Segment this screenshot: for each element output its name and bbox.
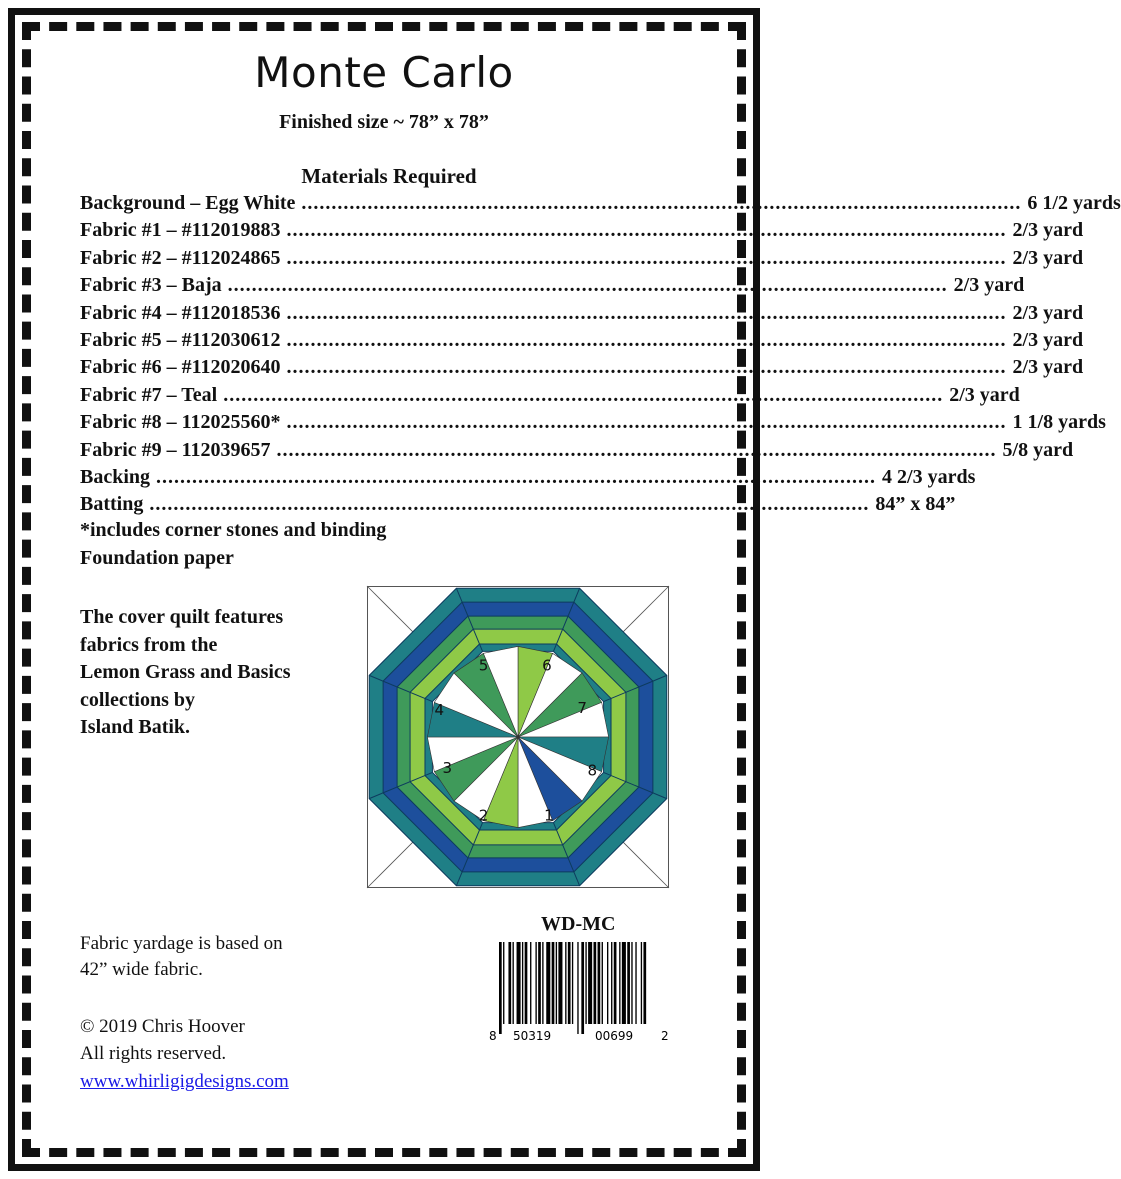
quilt-label: 6 bbox=[542, 656, 552, 675]
barcode-bar bbox=[522, 942, 523, 1024]
dot-leader: ........................................................................................................................ bbox=[286, 246, 1007, 269]
material-label: Fabric #1 – #112019883 bbox=[80, 219, 281, 242]
page-title: Monte Carlo bbox=[254, 48, 514, 97]
barcode-left-digits: 50319 bbox=[513, 1029, 552, 1043]
note-foundation-paper: Foundation paper bbox=[80, 547, 234, 569]
barcode-bar bbox=[525, 942, 528, 1024]
barcode-bar bbox=[503, 942, 504, 1024]
barcode-bar bbox=[607, 942, 608, 1024]
barcode-bar bbox=[565, 942, 566, 1024]
dot-leader: ........................................................................................................................ bbox=[301, 192, 1022, 214]
dot-leader: ........................................................................................................................ bbox=[276, 438, 997, 461]
material-row bbox=[80, 192, 1121, 219]
material-quantity: 6 1/2 yards bbox=[1027, 192, 1121, 214]
barcode-bar bbox=[546, 942, 550, 1024]
finished-size: Finished size ~ 78” x 78” bbox=[279, 111, 489, 133]
barcode-bar bbox=[631, 942, 632, 1024]
material-row bbox=[80, 438, 1074, 466]
cover-line: fabrics from the bbox=[80, 633, 218, 656]
material-quantity: 2/3 yard bbox=[1012, 246, 1084, 269]
quilt-label: 5 bbox=[478, 656, 489, 675]
material-label: Backing bbox=[80, 465, 151, 488]
barcode-bar bbox=[556, 942, 557, 1024]
yardage-note-line: Fabric yardage is based on bbox=[80, 933, 283, 954]
material-label: Fabric #7 – Teal bbox=[80, 383, 218, 406]
quilt-block-diagram bbox=[367, 586, 669, 888]
rights-line: All rights reserved. bbox=[80, 1043, 227, 1064]
material-row bbox=[80, 465, 976, 493]
barcode-bar bbox=[602, 942, 603, 1024]
barcode-bar bbox=[627, 942, 630, 1024]
material-quantity: 2/3 yard bbox=[1012, 328, 1084, 351]
materials-heading: Materials Required bbox=[301, 164, 477, 188]
pattern-code: WD-MC bbox=[541, 913, 616, 935]
barcode-bar bbox=[542, 942, 543, 1024]
note-corner-stones: *includes corner stones and binding bbox=[80, 519, 387, 541]
material-row bbox=[80, 328, 1084, 356]
barcode-bar bbox=[558, 942, 562, 1024]
barcode-bar bbox=[535, 942, 536, 1024]
material-quantity: 1 1/8 yards bbox=[1012, 411, 1106, 434]
quilt-spokes bbox=[427, 646, 608, 827]
material-row bbox=[80, 274, 1025, 301]
dot-leader: ........................................................................................................................ bbox=[286, 356, 1007, 379]
material-quantity: 2/3 yard bbox=[1012, 219, 1084, 242]
material-quantity: 84” x 84” bbox=[875, 493, 956, 516]
barcode-bar bbox=[499, 942, 502, 1034]
quilt-label: 8 bbox=[587, 761, 598, 780]
cover-quilt-text bbox=[80, 604, 360, 742]
barcode-right-digits: 00699 bbox=[595, 1029, 634, 1043]
barcode-bar bbox=[594, 942, 597, 1024]
dot-leader: ........................................................................................................................ bbox=[286, 328, 1007, 351]
barcode-bar bbox=[552, 942, 555, 1024]
barcode-bar bbox=[538, 942, 541, 1024]
cover-line: Island Batik. bbox=[80, 716, 191, 738]
copyright-line: © 2019 Chris Hoover bbox=[80, 1016, 245, 1037]
barcode-bar bbox=[577, 942, 578, 1034]
quilt-label: 3 bbox=[442, 759, 453, 778]
quilt-label: 1 bbox=[544, 806, 554, 825]
quilt-label: 4 bbox=[434, 700, 445, 719]
barcode-bar bbox=[614, 942, 617, 1024]
material-quantity: 2/3 yard bbox=[1012, 301, 1084, 324]
barcode-bar bbox=[619, 942, 620, 1024]
material-label: Batting bbox=[80, 493, 144, 516]
barcode-bar bbox=[635, 942, 636, 1024]
cover-line: collections by bbox=[80, 688, 195, 711]
dot-leader: ........................................................................................................................ bbox=[223, 383, 944, 406]
material-quantity: 2/3 yard bbox=[949, 383, 1020, 406]
barcode-bar bbox=[517, 942, 521, 1024]
material-row bbox=[80, 383, 1020, 411]
material-label: Fabric #8 – 112025560* bbox=[80, 411, 281, 434]
barcode-bars bbox=[499, 942, 646, 1034]
cover-line: The cover quilt features bbox=[80, 606, 284, 628]
material-quantity: 2/3 yard bbox=[1012, 356, 1084, 379]
material-row bbox=[80, 219, 1084, 246]
barcode-bar bbox=[581, 942, 584, 1034]
material-label: Fabric #3 – Baja bbox=[80, 274, 222, 297]
materials-list bbox=[80, 192, 1121, 521]
material-label: Background – Egg White bbox=[80, 192, 296, 214]
material-row bbox=[80, 411, 1106, 438]
barcode-first-digit: 8 bbox=[489, 1029, 497, 1043]
dot-leader: ........................................................................................................................ bbox=[227, 274, 948, 297]
material-row bbox=[80, 301, 1084, 329]
barcode-check-digit: 2 bbox=[661, 1029, 669, 1043]
material-label: Fabric #6 – #112020640 bbox=[80, 356, 281, 379]
website-link[interactable]: www.whirligigdesigns.com bbox=[80, 1071, 289, 1092]
barcode-bar bbox=[568, 942, 571, 1024]
material-label: Fabric #4 – #112018536 bbox=[80, 301, 281, 324]
barcode-bar bbox=[572, 942, 573, 1024]
dot-leader: ........................................................................................................................ bbox=[286, 411, 1007, 434]
dot-leader: ........................................................................................................................ bbox=[156, 465, 877, 488]
material-label: Fabric #9 – 112039657 bbox=[80, 438, 271, 461]
quilt-label: 7 bbox=[577, 698, 588, 717]
barcode-bar bbox=[611, 942, 612, 1024]
material-row bbox=[80, 246, 1084, 274]
dot-leader: ........................................................................................................................ bbox=[286, 301, 1007, 324]
barcode-bar bbox=[598, 942, 601, 1024]
dot-leader: ........................................................................................................................ bbox=[149, 493, 870, 516]
barcode-bar bbox=[585, 942, 586, 1024]
quilt-label: 2 bbox=[478, 806, 489, 825]
barcode-bar bbox=[513, 942, 514, 1024]
material-row bbox=[80, 356, 1084, 383]
material-quantity: 2/3 yard bbox=[953, 274, 1025, 297]
barcode-bar bbox=[641, 942, 642, 1024]
barcode-bar bbox=[508, 942, 511, 1024]
yardage-note-line: 42” wide fabric. bbox=[80, 959, 203, 980]
material-row bbox=[80, 493, 956, 520]
material-quantity: 5/8 yard bbox=[1002, 438, 1074, 461]
barcode bbox=[489, 942, 669, 1042]
barcode-bar bbox=[643, 942, 646, 1024]
barcode-bar bbox=[622, 942, 626, 1024]
material-label: Fabric #2 – #112024865 bbox=[80, 246, 281, 269]
dot-leader: ........................................................................................................................ bbox=[286, 219, 1007, 242]
barcode-bar bbox=[530, 942, 531, 1024]
cover-line: Lemon Grass and Basics bbox=[80, 661, 291, 683]
material-label: Fabric #5 – #112030612 bbox=[80, 328, 281, 351]
barcode-bar bbox=[588, 942, 592, 1024]
material-quantity: 4 2/3 yards bbox=[882, 465, 976, 488]
